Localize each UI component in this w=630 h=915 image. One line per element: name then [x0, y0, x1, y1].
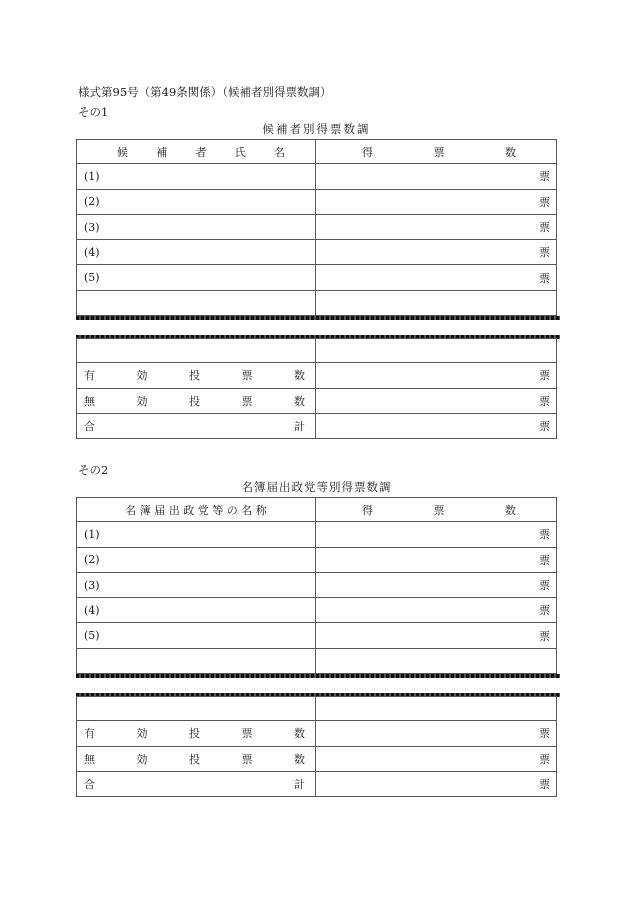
- votes-unit: 票: [316, 598, 557, 622]
- header-char: 得: [362, 503, 373, 517]
- table-header-row: [76, 497, 557, 522]
- row-number: (4): [76, 240, 316, 264]
- section2-party-table: [76, 497, 557, 674]
- votes-unit: 票: [316, 363, 557, 387]
- table-row: [76, 598, 557, 623]
- table-row-blank: [76, 338, 557, 363]
- blank-cell: [316, 697, 557, 720]
- votes-unit: 票: [316, 215, 557, 239]
- label-char: 投: [189, 752, 200, 766]
- table-row: [76, 190, 557, 215]
- label-char: 効: [136, 369, 148, 383]
- votes-unit: 票: [316, 721, 557, 745]
- label-char: 計: [294, 420, 305, 434]
- label-char: 数: [294, 394, 305, 408]
- votes-unit: 票: [316, 623, 557, 647]
- label-char: 投: [189, 394, 200, 408]
- label-char: 数: [294, 752, 305, 766]
- header-char: 票: [433, 145, 445, 159]
- label-char: 票: [241, 394, 253, 408]
- total-label: [76, 772, 316, 796]
- table-row: [76, 623, 557, 648]
- section1-summary-table: [76, 338, 557, 439]
- label-char: 票: [241, 727, 253, 741]
- row-number: (1): [76, 522, 316, 546]
- invalid-votes-row: [76, 389, 557, 414]
- label-char: 有: [84, 369, 95, 383]
- label-char: 数: [294, 369, 305, 383]
- table-row: [76, 164, 557, 189]
- label-char: 有: [84, 727, 95, 741]
- table-row: [76, 240, 557, 265]
- section2-label: その2: [78, 463, 109, 477]
- votes-unit: 票: [316, 414, 557, 438]
- votes-unit: 票: [316, 522, 557, 546]
- row-number: (3): [76, 215, 316, 239]
- table-row-blank: [76, 696, 557, 721]
- row-number: (4): [76, 598, 316, 622]
- header-char: 補: [156, 145, 168, 159]
- votes-unit: 票: [316, 240, 557, 264]
- section1-candidate-table: [76, 139, 557, 316]
- valid-votes-label: [76, 363, 316, 387]
- label-char: 票: [241, 369, 253, 383]
- blank-cell: [76, 649, 316, 673]
- row-number: (2): [76, 548, 316, 572]
- cut-line: [76, 674, 560, 678]
- blank-cell: [316, 291, 557, 315]
- label-char: 投: [189, 727, 200, 741]
- votes-unit: 票: [316, 573, 557, 597]
- table-header-row: [76, 139, 557, 164]
- votes-unit: 票: [316, 548, 557, 572]
- votes-unit: 票: [316, 265, 557, 289]
- label-char: 数: [294, 727, 305, 741]
- header-char: 数: [505, 145, 516, 159]
- valid-votes-row: [76, 721, 557, 746]
- invalid-votes-label: [76, 747, 316, 771]
- row-number: (1): [76, 164, 316, 188]
- blank-cell: [316, 649, 557, 673]
- row-number: (5): [76, 623, 316, 647]
- form-title: 様式第95号（第49条関係）（候補者別得票数調）: [78, 85, 332, 99]
- label-char: 合: [84, 420, 95, 434]
- table-row: [76, 265, 557, 290]
- table-row: [76, 548, 557, 573]
- label-char: 無: [84, 394, 95, 408]
- label-char: 無: [84, 752, 95, 766]
- cut-line: [76, 316, 560, 320]
- table-row: [76, 215, 557, 240]
- header-char: 候: [117, 145, 128, 159]
- blank-cell: [316, 339, 557, 362]
- section1-label: その1: [78, 105, 109, 119]
- label-char: 投: [189, 369, 200, 383]
- label-char: 計: [294, 778, 305, 792]
- votes-unit: 票: [316, 389, 557, 413]
- label-char: 票: [241, 752, 253, 766]
- candidate-name-header: [76, 140, 316, 163]
- votes-unit: 票: [316, 190, 557, 214]
- invalid-votes-label: [76, 389, 316, 413]
- table-row-blank: [76, 649, 557, 674]
- total-row: [76, 772, 557, 797]
- total-label: [76, 414, 316, 438]
- header-char: 氏: [234, 145, 246, 159]
- label-char: 合: [84, 778, 95, 792]
- label-char: 効: [136, 752, 148, 766]
- invalid-votes-row: [76, 747, 557, 772]
- header-char: 数: [505, 503, 516, 517]
- table-row-blank: [76, 291, 557, 316]
- row-number: (3): [76, 573, 316, 597]
- blank-cell: [76, 291, 316, 315]
- row-number: (2): [76, 190, 316, 214]
- header-char: 名: [274, 145, 285, 159]
- votes-header: [316, 140, 557, 163]
- blank-cell: [76, 697, 316, 720]
- table-row: [76, 522, 557, 547]
- table-row: [76, 573, 557, 598]
- votes-unit: 票: [316, 747, 557, 771]
- votes-unit: 票: [316, 164, 557, 188]
- label-char: 効: [136, 394, 148, 408]
- header-char: 票: [433, 503, 445, 517]
- total-row: [76, 414, 557, 439]
- row-number: (5): [76, 265, 316, 289]
- section2-summary-table: [76, 696, 557, 797]
- blank-cell: [76, 339, 316, 362]
- votes-header: [316, 498, 557, 521]
- section1-caption: 候補者別得票数調: [262, 122, 371, 136]
- header-char: 得: [362, 145, 373, 159]
- votes-unit: 票: [316, 772, 557, 796]
- valid-votes-row: [76, 363, 557, 388]
- section2-caption: 名簿届出政党等別得票数調: [241, 480, 392, 494]
- header-char: 者: [195, 145, 207, 159]
- valid-votes-label: [76, 721, 316, 745]
- party-name-header: 名 簿 届 出 政 党 等 の 名 称: [76, 498, 316, 521]
- label-char: 効: [136, 727, 148, 741]
